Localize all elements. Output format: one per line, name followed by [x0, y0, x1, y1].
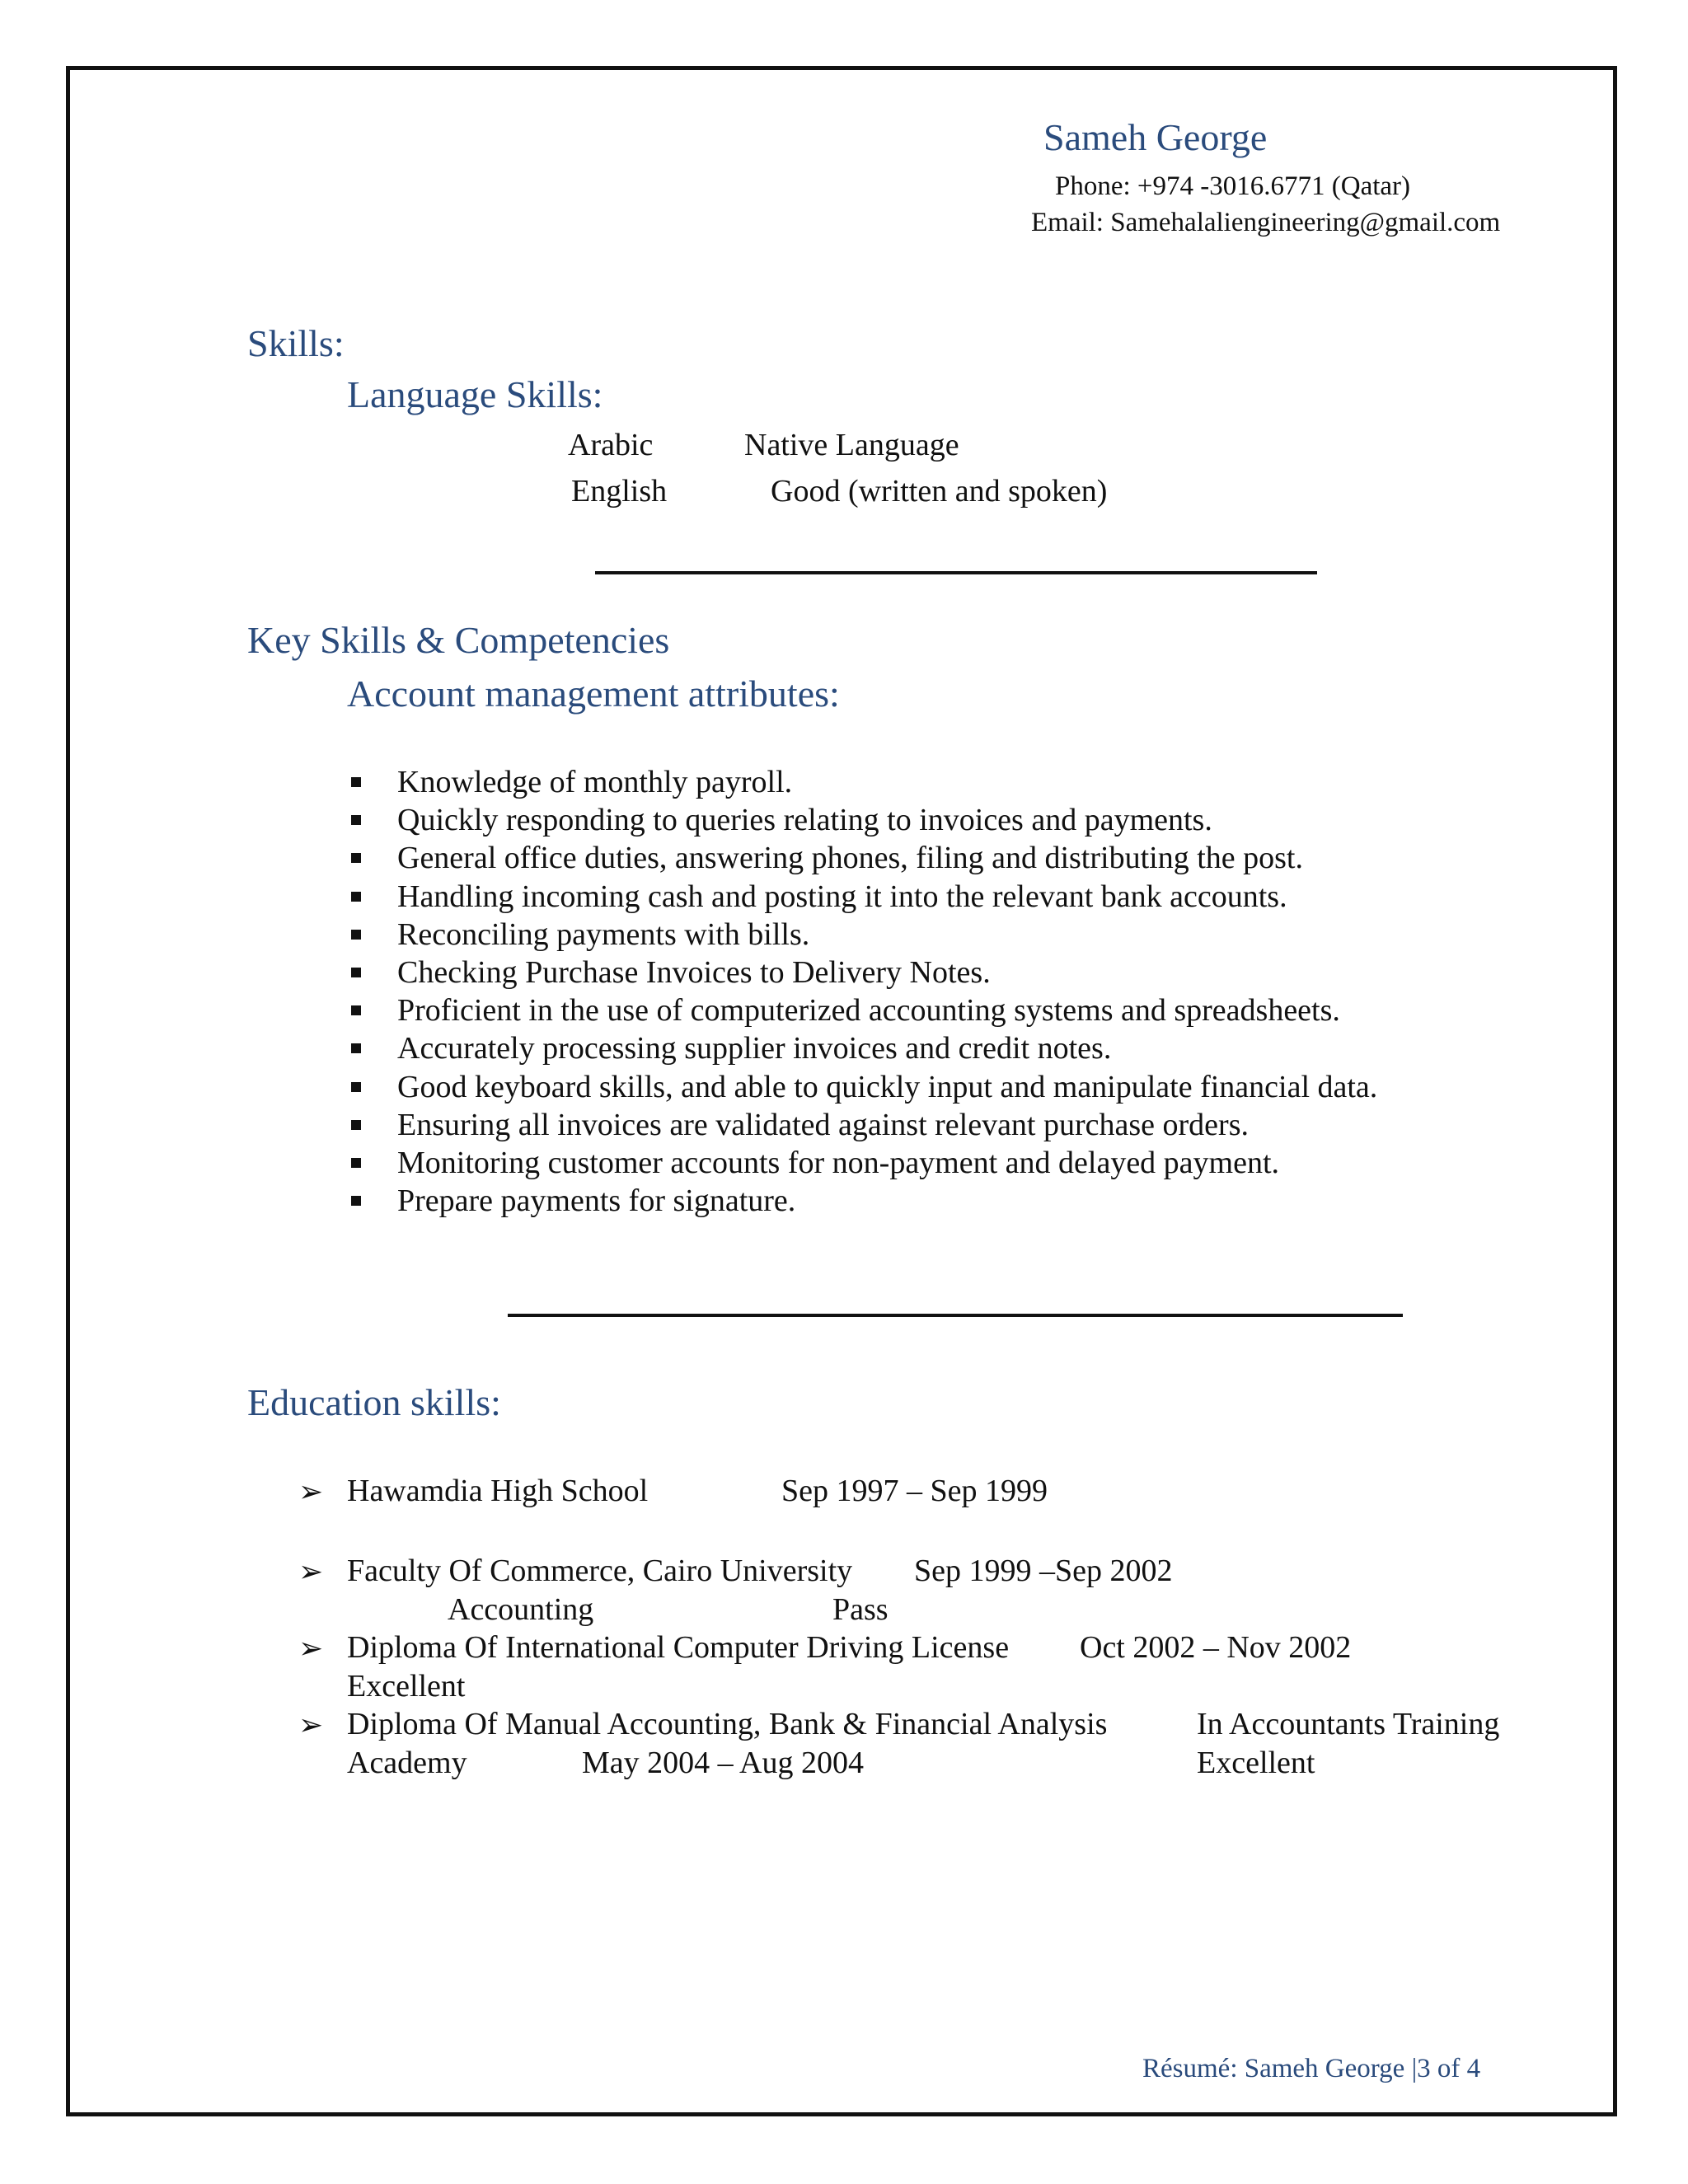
list-item: Prepare payments for signature. [348, 1182, 1377, 1220]
education-institution: Diploma Of Manual Accounting, Bank & Financial Analysis [347, 1707, 1108, 1741]
list-item: Monitoring customer accounts for non-payment and delayed payment. [348, 1144, 1377, 1182]
list-item: Checking Purchase Invoices to Delivery Notes. [348, 954, 1377, 991]
education-provider-continued: Academy [347, 1746, 467, 1780]
education-grade: Pass [832, 1592, 889, 1627]
list-item: Proficient in the use of computerized accounting systems and spreadsheets. [348, 991, 1377, 1029]
list-item: Handling incoming cash and posting it into the relevant bank accounts. [348, 878, 1377, 916]
key-skills-heading: Key Skills & Competencies [247, 619, 670, 661]
education-heading: Education skills: [247, 1381, 501, 1423]
skills-heading: Skills: [247, 322, 345, 364]
education-provider: In Accountants Training [1197, 1707, 1500, 1741]
square-bullet-icon [351, 1082, 361, 1092]
education-dates: May 2004 – Aug 2004 [582, 1746, 864, 1780]
square-bullet-icon [351, 1120, 361, 1130]
list-item: Reconciling payments with bills. [348, 916, 1377, 954]
arrow-bullet-icon: ➢ [298, 1632, 324, 1666]
account-management-subheading: Account management attributes: [347, 673, 840, 715]
section-divider [595, 571, 1317, 574]
list-item: Good keyboard skills, and able to quickly input and manipulate financial data. [348, 1068, 1377, 1106]
square-bullet-icon [351, 968, 361, 977]
education-dates: Oct 2002 – Nov 2002 [1080, 1630, 1352, 1665]
language-name: English [571, 474, 668, 509]
candidate-name: Sameh George [1043, 116, 1268, 158]
list-item: Accurately processing supplier invoices and credit notes. [348, 1029, 1377, 1067]
square-bullet-icon [351, 1158, 361, 1168]
square-bullet-icon [351, 815, 361, 825]
key-skills-list [348, 763, 1377, 1220]
square-bullet-icon [351, 1196, 361, 1206]
education-institution: Faculty Of Commerce, Cairo University [347, 1554, 853, 1588]
square-bullet-icon [351, 892, 361, 902]
section-divider [508, 1314, 1403, 1317]
education-dates: Sep 1999 –Sep 2002 [914, 1554, 1173, 1588]
arrow-bullet-icon: ➢ [298, 1555, 324, 1589]
email-line: Email: Samehalaliengineering@gmail.com [1031, 208, 1501, 237]
list-item: Knowledge of monthly payroll. [348, 763, 1377, 801]
education-institution: Diploma Of International Computer Driving License [347, 1630, 1010, 1665]
square-bullet-icon [351, 930, 361, 940]
list-item: Quickly responding to queries relating to invoices and payments. [348, 801, 1377, 839]
language-level: Good (written and spoken) [771, 474, 1108, 509]
phone-line: Phone: +974 -3016.6771 (Qatar) [1055, 171, 1411, 201]
square-bullet-icon [351, 1005, 361, 1015]
page-footer: Résumé: Sameh George |3 of 4 [1142, 2054, 1481, 2083]
arrow-bullet-icon: ➢ [298, 1475, 324, 1509]
education-major: Accounting [448, 1592, 594, 1627]
list-item: General office duties, answering phones, filing and distributing the post. [348, 839, 1377, 877]
language-level: Native Language [744, 428, 959, 462]
square-bullet-icon [351, 777, 361, 787]
square-bullet-icon [351, 1043, 361, 1053]
list-item: Ensuring all invoices are validated against relevant purchase orders. [348, 1106, 1377, 1144]
education-grade: Excellent [1197, 1746, 1315, 1780]
square-bullet-icon [351, 853, 361, 863]
education-dates: Sep 1997 – Sep 1999 [781, 1474, 1048, 1508]
education-grade: Excellent [347, 1669, 466, 1704]
language-skills-heading: Language Skills: [347, 373, 603, 415]
language-name: Arabic [568, 428, 654, 462]
arrow-bullet-icon: ➢ [298, 1708, 324, 1742]
education-institution: Hawamdia High School [347, 1474, 649, 1508]
